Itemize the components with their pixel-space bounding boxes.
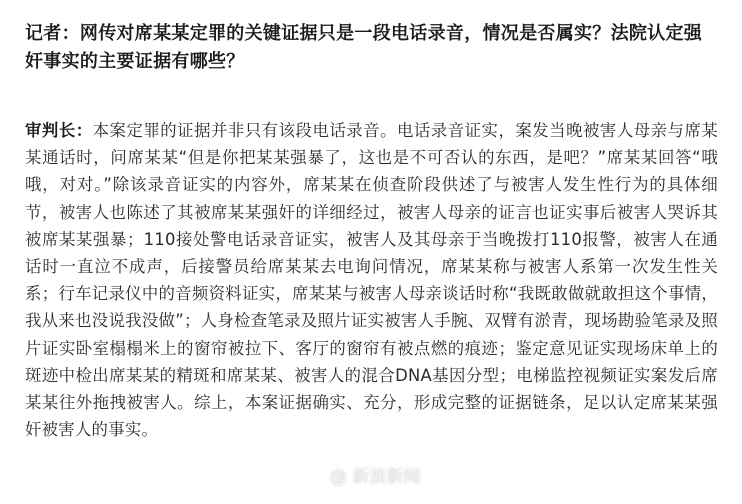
answer-text: 本案定罪的证据并非只有该段电话录音。电话录音证实，案发当晚被害人母亲与席某某通话时，问席某某“但是你把某某强暴了，这也是不可否认的东西，是吧？”席某某回答“哦哦，对对。”除该录音证实的内容外，席某某在侦查阶段供述了与被害人发生性行为的具体细节，被害人也陈述了其被席某某强奸的详细经过，被害人母亲的证言也证实事后被害人哭诉其被席某某强暴；110接处警电话录音证实，被害人及其母亲于当晚拨打110报警，被害人在通话时一直泣不成声，后接警员给席某某去电询问情况，席某某称与被害人系第一次发生性关系；行车记录仪中的音频资料证实，席某某与被害人母亲谈话时称“我既敢做就敢担这个事情，我从来也没说我没做”；人身检查笔录及照片证实被害人手腕、双臂有淤青，现场勘验笔录及照片证实卧室榻榻米上的窗帘被拉下、客厅的窗帘有被点燃的痕迹；鉴定意见证实现场床单上的斑迹中检出席某某的精斑和席某某、被害人的混合DNA基因分型；电梯监控视频证实案发后席某某往外拖拽被害人。综上，本案证据确实、充分，形成完整的证据链条，足以认定席某某强奸被害人的事实。 — [25, 121, 719, 440]
watermark: @ 新浪新闻 — [330, 467, 421, 487]
question-text: 网传对席某某定罪的关键证据只是一段电话录音，情况是否属实？法院认定强奸事实的主要证据有哪些？ — [25, 23, 703, 72]
answer-speaker: 审判长： — [25, 121, 93, 140]
answer-paragraph — [25, 117, 718, 443]
question-speaker: 记者： — [25, 23, 80, 44]
question-paragraph — [25, 20, 718, 76]
